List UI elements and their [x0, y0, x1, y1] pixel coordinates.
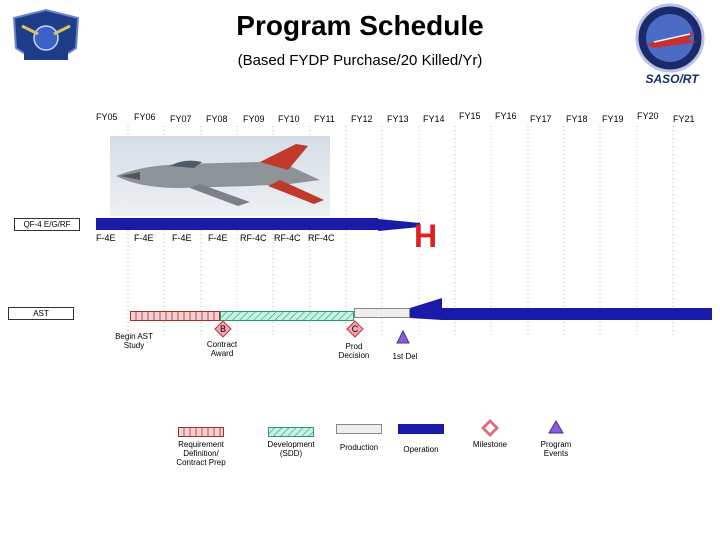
legend-production-swatch: [336, 424, 382, 434]
saso-rt-label: SASO/RT: [645, 72, 699, 86]
fy-label: FY21: [673, 114, 695, 124]
legend-development-label: Development (SDD): [267, 440, 315, 458]
fy-label: FY06: [134, 112, 156, 122]
fy-label: FY09: [243, 114, 265, 124]
legend-milestone-label: Milestone: [472, 440, 508, 449]
legend-operation-swatch: [398, 424, 444, 434]
fy-label: FY18: [566, 114, 588, 124]
first-delivery-triangle: [396, 330, 410, 344]
platform-label: RF-4C: [308, 233, 335, 243]
legend-program-events-icon: [548, 420, 564, 434]
fy-label: FY16: [495, 111, 517, 121]
fy-label: FY13: [387, 114, 409, 124]
legend-development-swatch: [268, 424, 314, 434]
fy-label: FY08: [206, 114, 228, 124]
milestone-c-label: C: [351, 324, 359, 334]
fy-label: FY05: [96, 112, 118, 122]
ast-production-bar: [354, 308, 410, 318]
begin-ast-study-label: Begin AST Study: [115, 332, 153, 350]
first-delivery-label: 1st Del: [392, 352, 418, 361]
qf4-operation-bar: [96, 218, 378, 230]
fy-label: FY10: [278, 114, 300, 124]
row-label-ast: AST: [8, 307, 74, 320]
ast-requirement-bar: [130, 308, 220, 318]
fy-label: FY07: [170, 114, 192, 124]
fy-label: FY11: [314, 114, 335, 124]
ast-development-bar: [220, 308, 354, 318]
h-marker: H: [414, 218, 438, 254]
legend-operation-label: Operation: [403, 445, 439, 454]
platform-label: F-4E: [134, 233, 154, 243]
contract-award-label: Contract Award: [206, 340, 238, 358]
fy-label: FY12: [351, 114, 373, 124]
page-title: Program Schedule: [236, 10, 484, 41]
prod-decision-label: Prod Decision: [338, 342, 370, 360]
page-subtitle: (Based FYDP Purchase/20 Killed/Yr): [237, 52, 483, 69]
ast-operation-ramp: [410, 298, 442, 320]
legend-requirement-swatch: [178, 424, 224, 434]
legend-program-events-label: Program Events: [540, 440, 572, 458]
fy-label: FY19: [602, 114, 624, 124]
qf4-aircraft-photo: [110, 136, 330, 216]
legend-milestone-icon: [480, 418, 500, 438]
fy-label: FY15: [459, 111, 481, 121]
fy-label: FY14: [423, 114, 445, 124]
platform-label: RF-4C: [274, 233, 301, 243]
legend-production-label: Production: [339, 443, 379, 452]
platform-label: RF-4C: [240, 233, 267, 243]
platform-label: F-4E: [96, 233, 116, 243]
ast-operation-bar: [442, 308, 712, 320]
fy-label: FY17: [530, 114, 552, 124]
platform-label: F-4E: [208, 233, 228, 243]
milestone-b-label: B: [219, 324, 226, 334]
fy-label: FY20: [637, 111, 659, 121]
row-label-qf4: QF-4 E/G/RF: [14, 218, 80, 231]
platform-label: F-4E: [172, 233, 192, 243]
legend-requirement-label: Requirement Definition/ Contract Prep: [176, 440, 226, 467]
